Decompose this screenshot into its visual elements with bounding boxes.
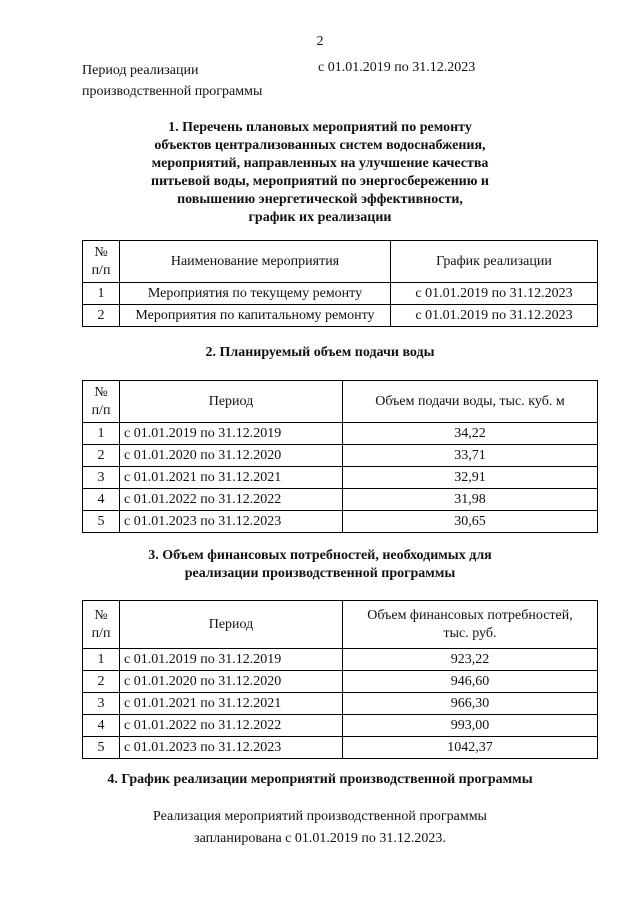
num-header-line1: № (94, 244, 108, 260)
row-num: 2 (83, 305, 120, 327)
row-period: с 01.01.2023 по 31.12.2023 (120, 511, 343, 533)
table-row (83, 467, 598, 489)
section4-text-line2: запланирована с 01.01.2019 по 31.12.2023. (194, 831, 446, 846)
row-num: 2 (83, 445, 120, 467)
section1-title-line: мероприятий, направленных на улучшение качества (151, 156, 489, 171)
row-period: с 01.01.2021 по 31.12.2021 (120, 467, 343, 489)
row-period: с 01.01.2023 по 31.12.2023 (120, 737, 343, 759)
col-num-header (83, 241, 120, 283)
section1-title (0, 119, 640, 227)
water-volume-table (82, 380, 598, 533)
section1-title-line: график их реализации (248, 210, 392, 225)
row-period: с 01.01.2021 по 31.12.2021 (120, 693, 343, 715)
row-period: с 01.01.2022 по 31.12.2022 (120, 715, 343, 737)
row-value: 946,60 (343, 671, 598, 693)
row-num: 3 (83, 467, 120, 489)
section3-title (0, 547, 640, 583)
row-value: 31,98 (343, 489, 598, 511)
table-row (83, 305, 598, 327)
row-num: 5 (83, 737, 120, 759)
row-num: 5 (83, 511, 120, 533)
row-value: 966,30 (343, 693, 598, 715)
finance-header-line1: Объем финансовых потребностей, (367, 607, 573, 623)
row-num: 1 (83, 283, 120, 305)
row-num: 3 (83, 693, 120, 715)
row-period: с 01.01.2020 по 31.12.2020 (120, 445, 343, 467)
table-row (83, 511, 598, 533)
table-row (83, 423, 598, 445)
section1-title-line: объектов централизованных систем водоснабжения, (154, 138, 486, 153)
row-num: 2 (83, 671, 120, 693)
table-header-row (83, 241, 598, 283)
period-value: с 01.01.2019 по 31.12.2023 (318, 60, 476, 75)
col-period-header: Период (120, 601, 343, 649)
table-header-row (83, 601, 598, 649)
table-row (83, 489, 598, 511)
col-num-header (83, 381, 120, 423)
col-period-header: Период (120, 381, 343, 423)
table-row (83, 445, 598, 467)
activity-name: Мероприятия по текущему ремонту (120, 283, 391, 305)
row-period: с 01.01.2020 по 31.12.2020 (120, 671, 343, 693)
section4-text-line1: Реализация мероприятий производственной программы (153, 809, 487, 824)
table-row (83, 649, 598, 671)
row-value: 34,22 (343, 423, 598, 445)
finance-header-line2: тыс. руб. (443, 625, 497, 641)
section1-title-line: повышению энергетической эффективности, (177, 192, 463, 207)
period-label (82, 60, 262, 102)
row-num: 1 (83, 423, 120, 445)
table-row (83, 737, 598, 759)
section3-title-line: реализации производственной программы (184, 566, 456, 581)
section1-title-line: 1. Перечень плановых мероприятий по ремонту (168, 120, 472, 135)
row-value: 32,91 (343, 467, 598, 489)
col-num-header (83, 601, 120, 649)
num-header-line2: п/п (91, 402, 111, 418)
section2-title: 2. Планируемый объем подачи воды (205, 345, 435, 360)
finance-table (82, 600, 598, 759)
num-header-line2: п/п (91, 262, 111, 278)
table-row (83, 283, 598, 305)
activity-schedule: с 01.01.2019 по 31.12.2023 (391, 283, 598, 305)
row-num: 4 (83, 715, 120, 737)
row-value: 993,00 (343, 715, 598, 737)
activities-table (82, 240, 598, 327)
row-value: 1042,37 (343, 737, 598, 759)
col-finance-header (343, 601, 598, 649)
col-schedule-header: График реализации (391, 241, 598, 283)
col-name-header: Наименование мероприятия (120, 241, 391, 283)
row-value: 30,65 (343, 511, 598, 533)
row-num: 1 (83, 649, 120, 671)
table-row (83, 693, 598, 715)
period-label-line1: Период реализации (82, 63, 199, 78)
section1-title-line: питьевой воды, мероприятий по энергосбережению и (151, 174, 489, 189)
section4-text (0, 806, 640, 850)
page-number: 2 (316, 34, 324, 49)
activity-name: Мероприятия по капитальному ремонту (120, 305, 391, 327)
table-row (83, 715, 598, 737)
row-period: с 01.01.2019 по 31.12.2019 (120, 649, 343, 671)
col-volume-header: Объем подачи воды, тыс. куб. м (343, 381, 598, 423)
table-header-row (83, 381, 598, 423)
activity-schedule: с 01.01.2019 по 31.12.2023 (391, 305, 598, 327)
period-label-line2: производственной программы (82, 84, 263, 99)
section3-title-line: 3. Объем финансовых потребностей, необходимых для (148, 548, 492, 563)
num-header-line1: № (94, 384, 108, 400)
row-period: с 01.01.2019 по 31.12.2019 (120, 423, 343, 445)
row-value: 33,71 (343, 445, 598, 467)
table-row (83, 671, 598, 693)
row-num: 4 (83, 489, 120, 511)
section4-title: 4. График реализации мероприятий производственной программы (107, 772, 533, 787)
num-header-line1: № (94, 607, 108, 623)
row-period: с 01.01.2022 по 31.12.2022 (120, 489, 343, 511)
row-value: 923,22 (343, 649, 598, 671)
num-header-line2: п/п (91, 625, 111, 641)
